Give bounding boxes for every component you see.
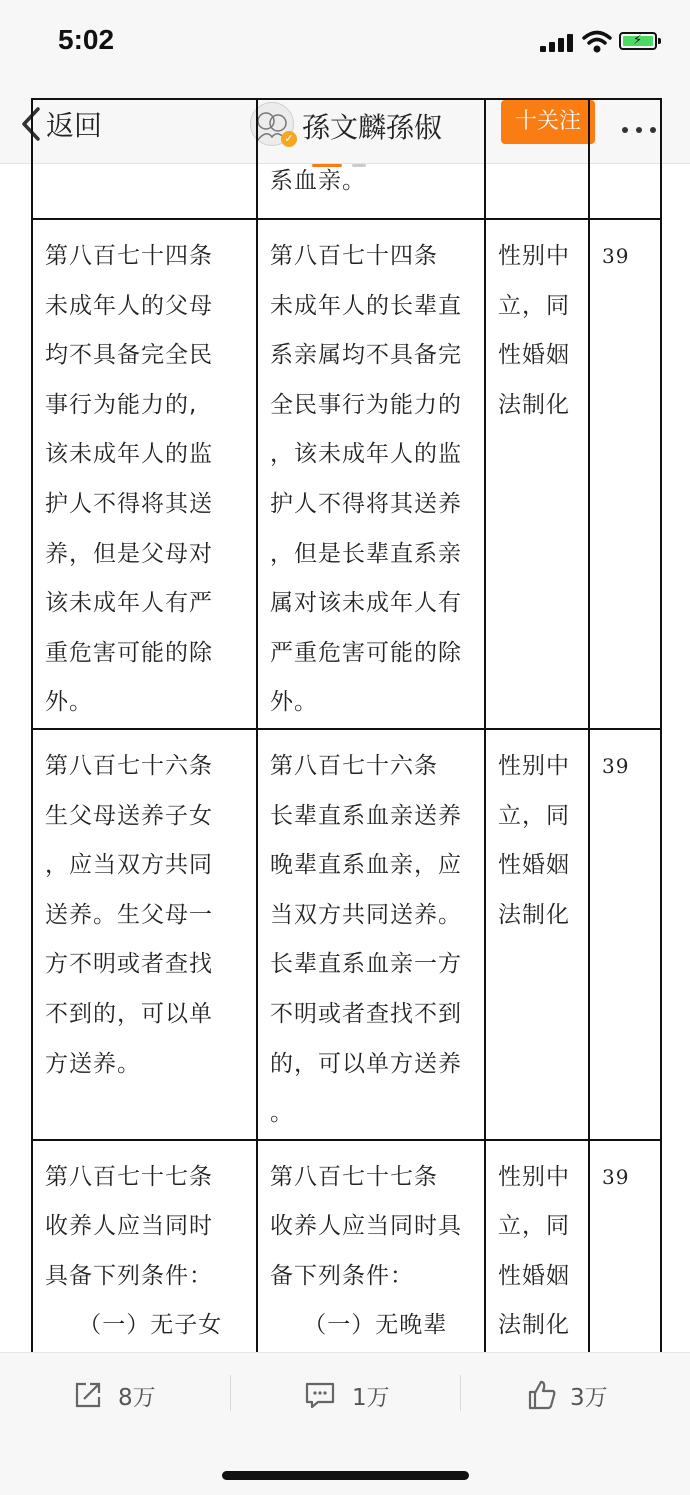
wifi-icon bbox=[582, 30, 612, 54]
share-icon bbox=[72, 1379, 104, 1411]
cell-text: 39 bbox=[602, 753, 630, 778]
cell-text: 39 bbox=[602, 244, 630, 268]
table-row bbox=[32, 99, 661, 219]
cell-text: 第八百七十七条 收养人应当同时 具备下列条件： （一）无子女 bbox=[45, 1163, 223, 1339]
follow-button[interactable]: 十关注 bbox=[501, 100, 595, 144]
table-cell bbox=[589, 219, 661, 729]
battery-icon bbox=[619, 32, 657, 50]
table-cell bbox=[32, 729, 257, 1140]
comment-button[interactable] bbox=[304, 1375, 390, 1415]
repost-count: 8万 bbox=[118, 1384, 156, 1411]
status-bar bbox=[0, 0, 690, 90]
content-area bbox=[0, 164, 690, 1352]
cell-text: 性别中 立，同 性婚姻 法制化 bbox=[498, 752, 570, 928]
table-cell bbox=[485, 99, 589, 219]
cell-text: 第八百七十七条 收养人应当同时具 备下列条件： （一）无晚辈 bbox=[270, 1163, 462, 1339]
cell-text: 系血亲。 bbox=[270, 168, 366, 194]
verified-badge-icon: ✓ bbox=[281, 131, 297, 147]
table-row bbox=[32, 729, 661, 1140]
cellular-signal-icon bbox=[540, 34, 574, 52]
table-cell bbox=[485, 219, 589, 729]
table-cell bbox=[32, 99, 257, 219]
back-label: 返回 bbox=[46, 109, 103, 142]
comment-count: 1万 bbox=[352, 1384, 390, 1411]
table-cell bbox=[257, 219, 485, 729]
like-count: 3万 bbox=[570, 1384, 608, 1411]
cell-text: 性别中 立，同 性婚姻 法制化 bbox=[498, 1163, 570, 1339]
home-indicator[interactable] bbox=[222, 1471, 469, 1480]
like-button[interactable] bbox=[526, 1375, 608, 1415]
divider bbox=[460, 1375, 461, 1411]
repost-button[interactable] bbox=[72, 1375, 156, 1415]
thumbs-up-icon bbox=[526, 1379, 558, 1411]
table-cell bbox=[589, 99, 661, 219]
table-cell bbox=[589, 729, 661, 1140]
cell-text: 第八百七十四条 未成年人的父母 均不具备完全民 事行为能力的, 该未成年人的监 护人不得将其送 养，但是父母对 该未成年人有严 重危害可能的除 外。 bbox=[45, 243, 213, 716]
table-row bbox=[32, 219, 661, 729]
table-cell bbox=[32, 219, 257, 729]
cell-text: 性别中 立，同 性婚姻 法制化 bbox=[498, 243, 570, 418]
table-cell bbox=[257, 99, 485, 219]
comparison-table bbox=[31, 98, 662, 1455]
divider bbox=[230, 1375, 231, 1411]
cell-text: 39 bbox=[602, 1164, 630, 1189]
username[interactable]: 孫文麟孫俶 bbox=[302, 111, 443, 144]
cell-text: 第八百七十六条 长辈直系血亲送养 晚辈直系血亲，应 当双方共同送养。 长辈直系血亲一方 不明或者查找不到 的，可以单方送养 。 bbox=[270, 752, 462, 1127]
status-time: 5:02 bbox=[58, 24, 115, 55]
charging-bolt-icon: ⚡ bbox=[633, 33, 643, 48]
cell-text: 第八百七十四条 未成年人的长辈直 系亲属均不具备完 全民事行为能力的 ，该未成年人的监 护人不得将其送养 ，但是长辈直系亲 属对该未成年人有 严重危害可能的除 外。 bbox=[270, 243, 462, 716]
table-cell bbox=[257, 729, 485, 1140]
comment-icon bbox=[304, 1379, 336, 1411]
table-cell bbox=[485, 729, 589, 1140]
cell-text: 第八百七十六条 生父母送养子女 ，应当双方共同 送养。生父母一 方不明或者查找 不到的，可以单 方送养。 bbox=[45, 752, 213, 1077]
bottom-action-bar bbox=[0, 1352, 690, 1495]
